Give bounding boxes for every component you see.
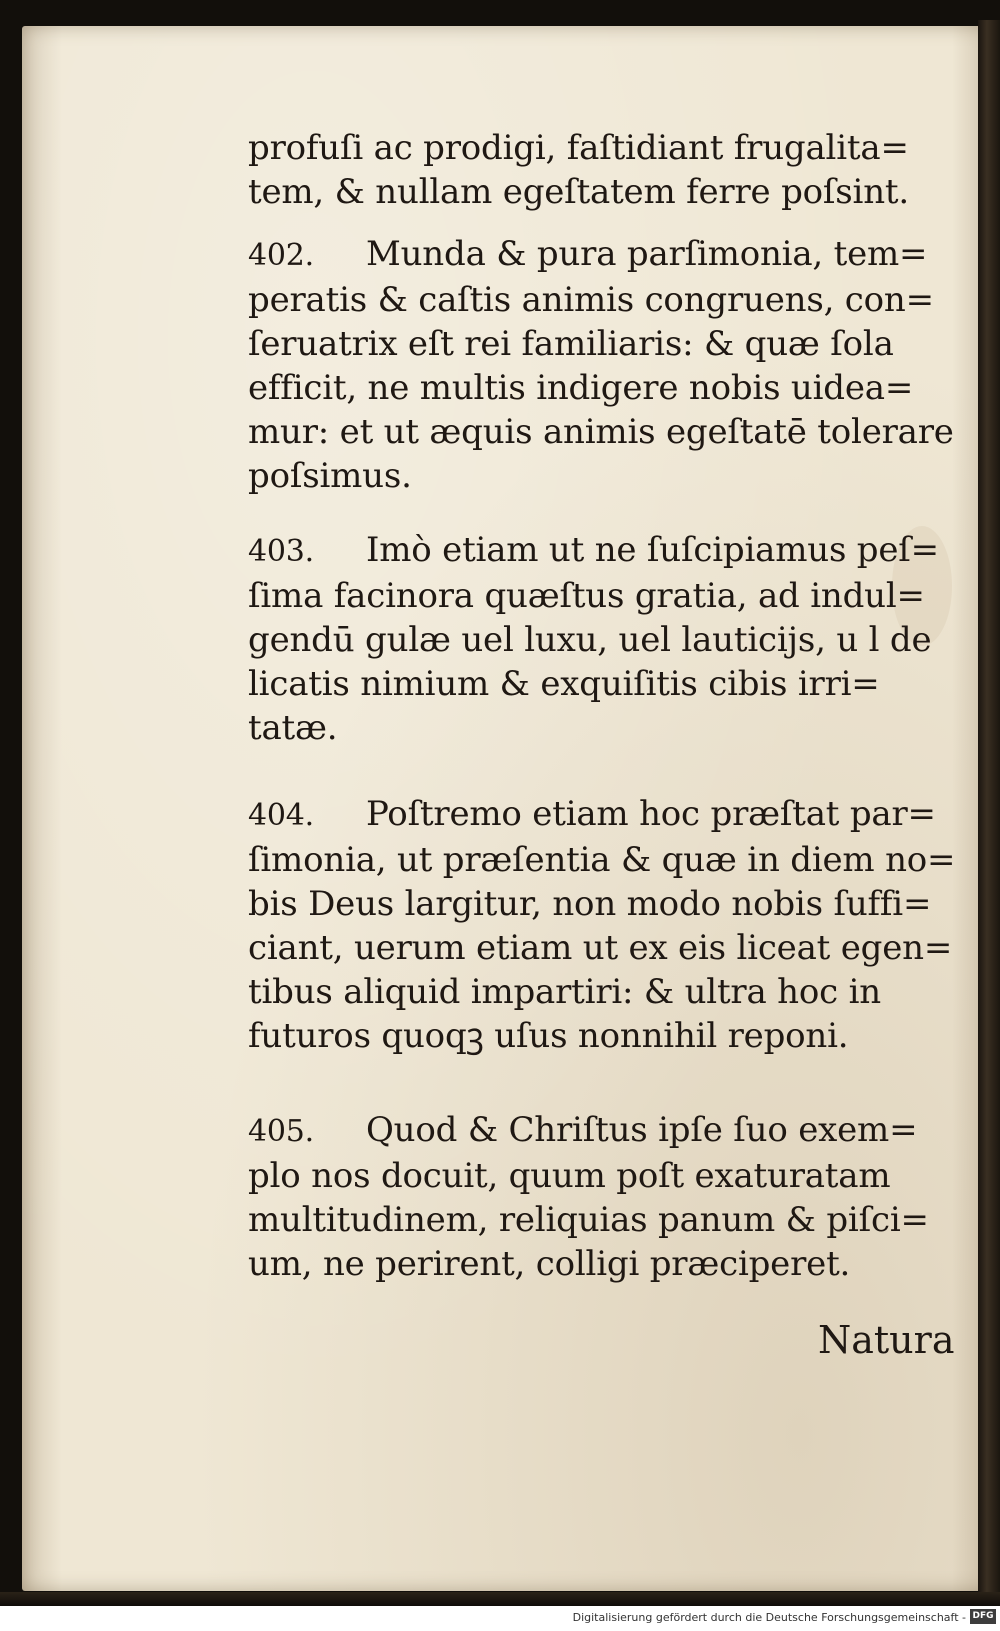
text-line-content: Imò etiam ut ne ſuſcipiamus peſ= — [366, 530, 939, 570]
text-line-content: Poſtremo etiam hoc præſtat par= — [366, 794, 936, 834]
text-line: multitudinem, reliquias panum & piſci= — [248, 1200, 929, 1240]
text-line — [248, 232, 964, 278]
text-line: efficit, ne multis indigere nobis uidea= — [248, 368, 914, 408]
text-line-content: Munda & pura parſimonia, tem= — [366, 234, 928, 274]
paragraph-403 — [248, 528, 964, 750]
paragraph-number: 402. — [248, 238, 314, 273]
text-line: licatis nimium & exquiſitis cibis irri= — [248, 664, 880, 704]
continuation-text — [248, 126, 964, 214]
text-line: plo nos docuit, quum poſt exaturatam — [248, 1156, 891, 1196]
catchword: Natura — [818, 1318, 955, 1362]
paragraph-404 — [248, 792, 964, 1058]
text-line: gendū gulæ uel luxu, uel lauticijs, u l de — [248, 620, 932, 660]
text-line: peratis & caſtis animis congruens, con= — [248, 280, 934, 320]
text-line: profuſi ac prodigi, faſtidiant frugalita= — [248, 128, 909, 168]
text-line: bis Deus largitur, non modo nobis ſuffi= — [248, 884, 932, 924]
text-line: ſima facinora quæſtus gratia, ad indul= — [248, 576, 925, 616]
paragraph-number: 405. — [248, 1114, 314, 1149]
paragraph-number: 404. — [248, 798, 314, 833]
paragraph-number: 403. — [248, 534, 314, 569]
text-line — [248, 1108, 964, 1154]
text-line: tibus aliquid impartiri: & ultra hoc in — [248, 972, 881, 1012]
text-line: tatæ. — [248, 708, 338, 748]
paragraph-402 — [248, 232, 964, 498]
text-line: ſeruatrix eſt rei familiaris: & quæ ſola — [248, 324, 894, 364]
text-line — [248, 528, 964, 574]
page-edge-bottom — [0, 1592, 1000, 1606]
text-line: mur: et ut æquis animis egeſtatē tolerare — [248, 412, 954, 452]
text-line: ciant, uerum etiam ut ex eis liceat egen= — [248, 928, 953, 968]
page-edge-right — [978, 20, 1000, 1600]
text-line: um, ne perirent, colligi præciperet. — [248, 1244, 851, 1284]
footer-credit: Digitalisierung gefördert durch die Deutsche Forschungsgemeinschaft - — [572, 1611, 966, 1624]
dfg-logo[interactable]: DFG — [970, 1609, 996, 1624]
paragraph-405 — [248, 1108, 964, 1286]
text-line: futuros quoqꝫ uſus nonnihil reponi. — [248, 1016, 849, 1056]
text-line: tem, & nullam egeſtatem ferre poſsint. — [248, 172, 909, 212]
text-line-content: Quod & Chriſtus ipſe ſuo exem= — [366, 1110, 918, 1150]
text-line: poſsimus. — [248, 456, 412, 496]
text-line — [248, 792, 964, 838]
text-line: ſimonia, ut præſentia & quæ in diem no= — [248, 840, 956, 880]
